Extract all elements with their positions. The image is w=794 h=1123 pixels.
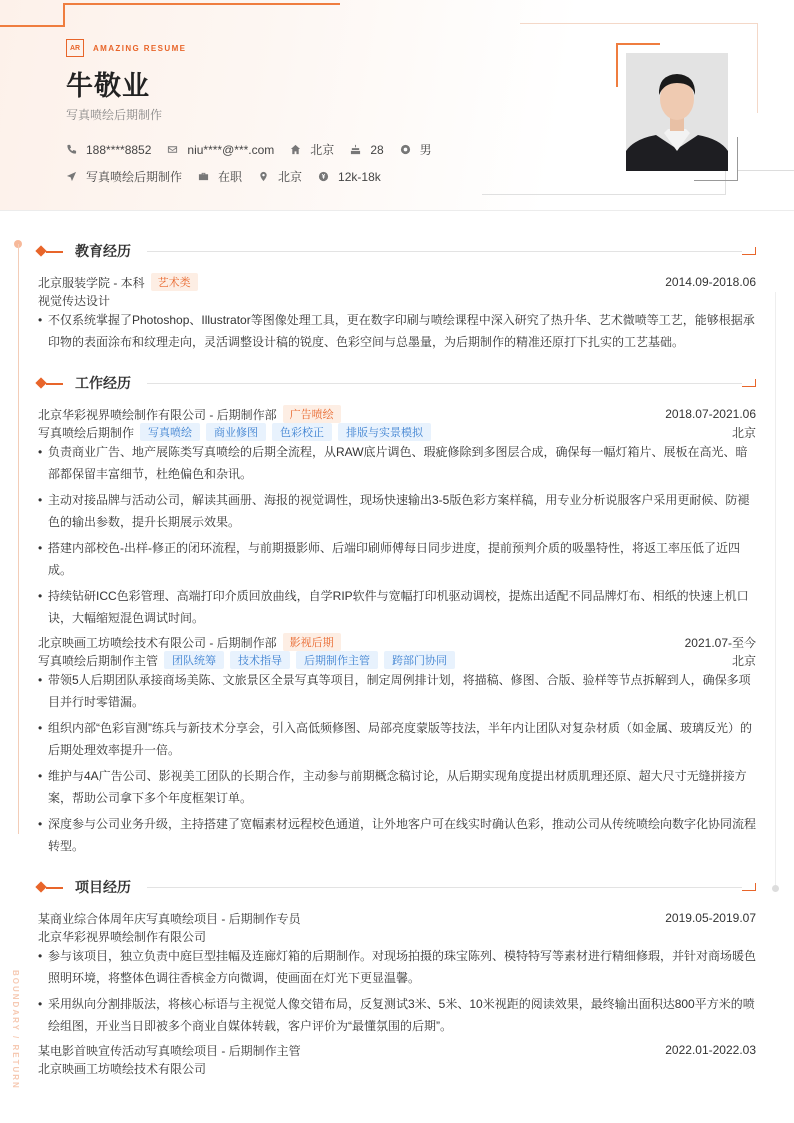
section-end-bracket	[742, 883, 756, 891]
location-text: 北京	[278, 170, 303, 184]
job-city: 北京	[731, 425, 756, 440]
section-diamond-icon	[35, 377, 46, 388]
salary-text: 12k-18k	[338, 169, 381, 184]
section-title: 教育经历	[75, 243, 131, 259]
section-header-education	[37, 243, 756, 259]
skill-tag: 排版与实景模拟	[338, 423, 431, 441]
job-bullet: • 负责商业广告、地产展陈类写真喷绘的后期全流程，从RAW底片调色、瑕疵修除到多图层合成，确保每一幅灯箱片、展板在高光、暗部都保留丰富细节，杜绝偏色和杂讯。	[38, 441, 756, 485]
skill-tag: 写真喷绘	[140, 423, 200, 441]
mail-icon	[167, 144, 178, 155]
job-bullet: • 深度参与公司业务升级，主持搭建了宽幅素材远程校色通道，让外地客户可在线实时确认色彩，推动公司从传统喷绘向数字化协同流程转型。	[38, 813, 756, 857]
skill-tag: 跨部门协同	[384, 651, 455, 669]
project-date: 2019.05-2019.07	[665, 911, 756, 925]
project-company: 北京映画工坊喷绘技术有限公司	[38, 1061, 207, 1076]
status-text: 在职	[218, 170, 243, 184]
header-decor-frame	[482, 170, 726, 195]
job-date: 2018.07-2021.06	[665, 407, 756, 421]
timeline-line	[18, 244, 19, 834]
target-job-text: 写真喷绘后期制作	[86, 170, 183, 184]
skill-tag: 后期制作主管	[296, 651, 378, 669]
section-title: 项目经历	[75, 879, 131, 895]
section-rule	[147, 251, 742, 252]
header-accent-line	[63, 3, 340, 5]
education-heading	[38, 273, 756, 291]
candidate-title: 写真喷绘后期制作	[66, 108, 163, 122]
section-dash	[46, 887, 63, 889]
info-location	[258, 168, 302, 185]
job-role: 写真喷绘后期制作	[38, 425, 135, 440]
section-diamond-icon	[35, 881, 46, 892]
info-gender	[400, 141, 432, 158]
section-end-bracket	[742, 247, 756, 255]
skill-tag: 技术指导	[230, 651, 290, 669]
info-age	[350, 143, 383, 157]
info-target-job	[66, 168, 182, 185]
side-vertical-text: BOUNDARY / RETURN	[11, 970, 20, 1090]
education-major-row	[38, 291, 756, 309]
gender-text: 男	[419, 143, 432, 157]
project-title: 某电影首映宣传活动写真喷绘项目 - 后期制作主管	[38, 1043, 301, 1058]
skill-tag: 色彩校正	[272, 423, 332, 441]
home-icon	[290, 144, 301, 155]
header-accent-line	[0, 25, 64, 27]
section-diamond-icon	[35, 245, 46, 256]
education-bullet: • 不仅系统掌握了Photoshop、Illustrator等图像处理工具，更在数字印刷与喷绘课程中深入研究了热升华、艺术微喷等工艺，能够根据承印物的表面涂布和纹理走向，灵活调整设计稿的锐度、色彩空间与总墨量，为后期制作的精准还原打下扎实的工艺基础。	[38, 309, 756, 353]
brand-text: AMAZING RESUME	[93, 43, 187, 53]
job-tag: 影视后期	[283, 633, 341, 651]
section-dash	[46, 251, 63, 253]
gender-icon	[400, 144, 411, 155]
candidate-name: 牛敬业	[66, 71, 150, 101]
header-decor-line	[738, 170, 794, 171]
project-bullet: • 参与该项目，独立负责中庭巨型挂幅及连廊灯箱的后期制作。对现场拍摄的珠宝陈列、模特特写等素材进行精细修瑕，并针对商场暖色照明环境，将整体色调往香槟金方向微调，使画面在灯光下更显温馨。	[38, 945, 756, 989]
photo-frame-corner	[694, 137, 738, 181]
section-rule	[147, 383, 742, 384]
right-decor-dot	[772, 885, 779, 892]
age-text: 28	[370, 142, 384, 157]
info-phone	[66, 143, 151, 157]
location-icon	[258, 171, 269, 182]
education-major: 视觉传达设计	[38, 293, 111, 308]
education-date: 2014.09-2018.06	[665, 275, 756, 289]
project-company: 北京华彩视界喷绘制作有限公司	[38, 929, 207, 944]
school-name: 北京服装学院 - 本科	[38, 275, 145, 290]
project-bullet: • 采用纵向分割排版法，将核心标语与主视觉人像交错布局，反复测试3米、5米、10米视距的阅读效果，最终输出面积达800平方米的喷绘组图，开业当日即被多个商业自媒体转载，客户评价为“最懂氛围的后期”。	[38, 993, 756, 1037]
section-header-work	[37, 375, 756, 391]
section-dash	[46, 383, 63, 385]
job-bullet: • 组织内部“色彩盲测”练兵与新技术分享会，引入高低频修图、局部亮度蒙版等技法，半年内让团队对复杂材质（如金属、玻璃反光）的后期处理效率提升一倍。	[38, 717, 756, 761]
job-role-row	[38, 423, 756, 441]
info-home	[290, 141, 334, 158]
project-heading	[38, 909, 756, 927]
job-bullet: • 主动对接品牌与活动公司，解读其画册、海报的视觉调性，现场快速输出3-5版色彩方案样稿，用专业分析说服客户采用更耐候、防褪色的输出参数，提升长期展示效果。	[38, 489, 756, 533]
job-heading	[38, 633, 756, 651]
info-status	[198, 168, 242, 185]
section-title: 工作经历	[75, 375, 131, 391]
job-bullet: • 维护与4A广告公司、影视美工团队的长期合作，主动参与前期概念稿讨论，从后期实现角度提出材质肌理还原、超大尺寸无缝拼接方案，帮助公司拿下多个年度框架订单。	[38, 765, 756, 809]
job-company: 北京映画工坊喷绘技术有限公司 - 后期制作部	[38, 635, 277, 650]
contact-row	[66, 141, 448, 158]
email-text: niu****@***.com	[187, 142, 275, 157]
education-tag: 艺术类	[151, 273, 198, 291]
info-email	[167, 143, 274, 157]
section-rule	[147, 887, 742, 888]
skill-tag: 团队统筹	[164, 651, 224, 669]
phone-text: 188****8852	[86, 142, 152, 157]
right-decor-line	[775, 292, 776, 888]
project-date: 2022.01-2022.03	[665, 1043, 756, 1057]
brand-badge: AR	[66, 39, 84, 57]
job-bullet: • 持续钻研ICC色彩管理、高端打印介质回放曲线，自学RIP软件与宽幅打印机驱动调校，提炼出适配不同品牌灯布、相纸的快速上机口诀，大幅缩短混色调试时间。	[38, 585, 756, 629]
skill-tag: 商业修图	[206, 423, 266, 441]
job-intent-row	[66, 168, 397, 185]
job-bullet: • 搭建内部校色-出样-修正的闭环流程，与前期摄影师、后端印刷师傅每日同步进度，提前预判介质的吸墨特性，将返工率压低了近四成。	[38, 537, 756, 581]
brand-mark	[66, 39, 186, 57]
info-salary	[318, 170, 381, 184]
project-title: 某商业综合体周年庆写真喷绘项目 - 后期制作专员	[38, 911, 301, 926]
section-header-project	[37, 879, 756, 895]
job-company: 北京华彩视界喷绘制作有限公司 - 后期制作部	[38, 407, 277, 422]
project-company-row	[38, 1059, 756, 1077]
job-bullet: • 带领5人后期团队承接商场美陈、文旅景区全景写真等项目，制定周例排计划，将描稿、修图、合版、验样等节点拆解到人，确保多项目并行时零错漏。	[38, 669, 756, 713]
job-date: 2021.07-至今	[684, 635, 756, 650]
project-heading	[38, 1041, 756, 1059]
project-company-row	[38, 927, 756, 945]
section-end-bracket	[742, 379, 756, 387]
send-icon	[66, 171, 77, 182]
salary-icon	[318, 171, 329, 182]
job-city: 北京	[731, 653, 756, 668]
briefcase-icon	[198, 171, 209, 182]
job-role-row	[38, 651, 756, 669]
job-tag: 广告喷绘	[283, 405, 341, 423]
header-accent-line	[63, 3, 65, 27]
resume-header	[0, 0, 794, 211]
home-text: 北京	[310, 143, 335, 157]
job-heading	[38, 405, 756, 423]
cake-icon	[350, 144, 361, 155]
job-role: 写真喷绘后期制作主管	[38, 653, 159, 668]
phone-icon	[66, 144, 77, 155]
